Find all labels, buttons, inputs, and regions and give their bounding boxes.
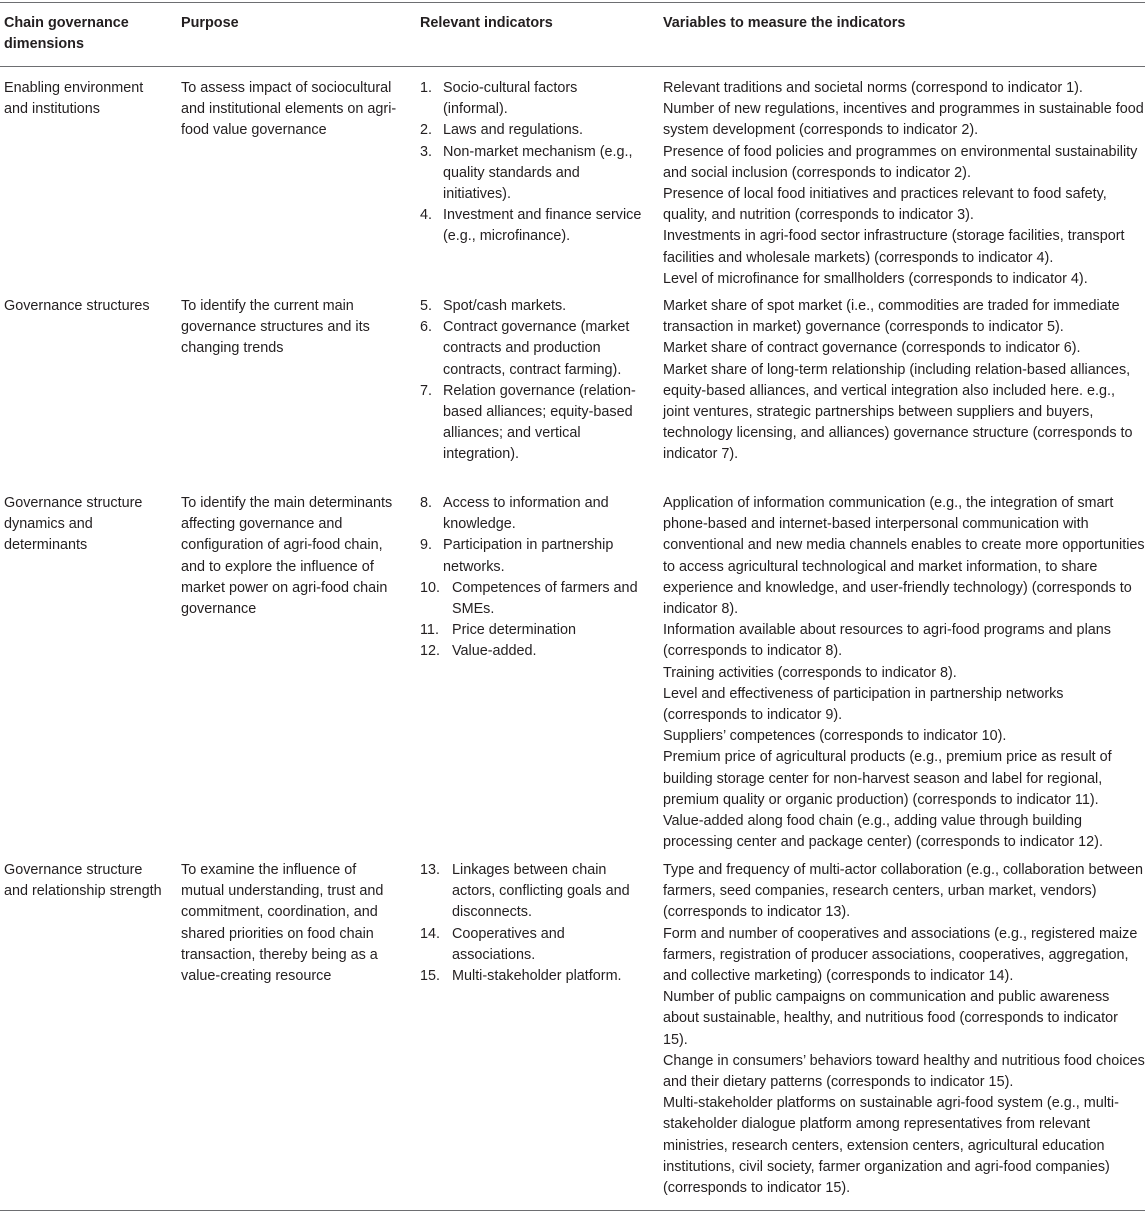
variables-cell xyxy=(663,78,1145,290)
header-indicators: Relevant indicators xyxy=(420,15,553,31)
indicator-text: Participation in partnership networks. xyxy=(443,537,614,575)
indicator-item xyxy=(420,578,645,620)
purpose-cell: To examine the influence of mutual understanding, trust and commitment, coordination, and shared priorities on food chain transaction, thereby being as a value-creating resource xyxy=(181,862,384,985)
indicator-number: 3. xyxy=(420,143,433,160)
indicator-text: Access to information and knowledge. xyxy=(443,495,609,533)
indicator-number: 13. xyxy=(420,862,441,878)
indicator-item xyxy=(420,120,645,141)
variable-item: Investments in agri-food sector infrastructure (storage facilities, transport facilities and wholesale markets) (corresponds to indicator 4). xyxy=(663,228,1125,266)
indicator-text: Spot/cash markets. xyxy=(443,298,567,314)
indicator-text: Contract governance (market contracts and production contracts, contract farming). xyxy=(443,319,630,378)
variable-item: Type and frequency of multi-actor collaboration (e.g., collaboration between farmers, seed companies, research centers, urban market, vendors) (corresponds to indicator 13). xyxy=(663,862,1143,921)
indicator-text: Investment and finance service (e.g., microfinance). xyxy=(443,207,642,245)
indicator-item xyxy=(420,493,645,535)
purpose-cell: To identify the current main governance structures and its changing trends xyxy=(181,298,370,357)
dimension-cell: Governance structure and relationship strength xyxy=(4,862,162,900)
header-bottom-rule xyxy=(0,66,1145,67)
variable-item: Application of information communication (e.g., the integration of smart phone-based and internet-based interpersonal communication with conventional and new media channels enables to create more opportunities to access agricultural technological and market information, to share experience and knowledge, and user-friendly technology) (corresponds to indicator 8). xyxy=(663,495,1145,618)
variable-item: Information available about resources to agri-food programs and plans (corresponds to indicator 8). xyxy=(663,622,1111,660)
indicator-text: Value-added. xyxy=(452,643,537,660)
indicator-item xyxy=(420,966,645,987)
indicator-text: Cooperatives and associations. xyxy=(452,925,565,963)
indicator-number: 9. xyxy=(420,537,433,554)
variable-item: Relevant traditions and societal norms (correspond to indicator 1). xyxy=(663,80,1083,96)
indicator-item xyxy=(420,641,645,662)
indicator-item xyxy=(420,535,645,577)
variable-item: Presence of local food initiatives and practices relevant to food safety, quality, and nutrition (corresponds to indicator 3). xyxy=(663,186,1107,224)
indicator-number: 4. xyxy=(420,207,433,224)
indicator-item xyxy=(420,620,645,641)
indicators-cell xyxy=(420,296,645,466)
indicator-number: 14. xyxy=(420,925,441,942)
variables-cell xyxy=(663,860,1145,1199)
variable-item: Market share of spot market (i.e., commodities are traded for immediate transaction in market) governance (corresponds to indicator 5). xyxy=(663,298,1120,336)
variables-cell xyxy=(663,493,1145,853)
indicator-item xyxy=(420,381,645,466)
indicator-item xyxy=(420,205,645,247)
indicator-number: 10. xyxy=(420,579,441,596)
indicator-number: 6. xyxy=(420,319,433,336)
indicator-item xyxy=(420,78,645,120)
variable-item: Presence of food policies and programmes on environmental sustainability and social inclusion (corresponds to indicator 2). xyxy=(663,143,1138,181)
indicator-text: Socio-cultural factors (informal). xyxy=(443,80,578,118)
header-variables: Variables to measure the indicators xyxy=(663,15,906,31)
indicator-item xyxy=(420,317,645,381)
indicator-text: Competences of farmers and SMEs. xyxy=(452,579,638,618)
variable-item: Number of public campaigns on communication and public awareness about sustainable, healthy, and nutritious food (corresponds to indicator 15). xyxy=(663,989,1118,1048)
purpose-cell: To identify the main determinants affecting governance and configuration of agri-food chain, and to explore the influence of market power on agri-food chain governance xyxy=(181,495,393,618)
variable-item: Number of new regulations, incentives and programmes in sustainable food system development (corresponds to indicator 2). xyxy=(663,101,1144,139)
variable-item: Training activities (corresponds to indicator 8). xyxy=(663,664,957,681)
indicators-cell xyxy=(420,78,645,248)
variable-item: Level and effectiveness of participation in partnership networks (corresponds to indicator 9). xyxy=(663,685,1064,724)
variable-item: Level of microfinance for smallholders (corresponds to indicator 4). xyxy=(663,270,1088,287)
indicator-text: Relation governance (relation-based alliances; equity-based alliances; and vertical integration). xyxy=(443,382,636,463)
variable-item: Change in consumers’ behaviors toward healthy and nutritious food choices and their dietary patterns (corresponds to indicator 15). xyxy=(663,1052,1145,1091)
indicator-number: 8. xyxy=(420,495,433,511)
purpose-cell: To assess impact of sociocultural and institutional elements on agri-food value governance xyxy=(181,80,397,139)
variable-item: Value-added along food chain (e.g., adding value through building processing center and package center) (corresponds to indicator 12). xyxy=(663,813,1103,851)
table-bottom-rule xyxy=(0,1210,1145,1211)
indicator-number: 2. xyxy=(420,122,433,139)
indicator-number: 7. xyxy=(420,382,433,399)
indicator-number: 15. xyxy=(420,968,441,985)
table-top-rule xyxy=(0,2,1145,3)
indicator-item xyxy=(420,296,645,317)
indicator-text: Price determination xyxy=(452,622,576,639)
indicator-text: Non-market mechanism (e.g., quality standards and initiatives). xyxy=(443,143,633,203)
variables-cell xyxy=(663,296,1145,466)
dimension-cell: Governance structure dynamics and determinants xyxy=(4,495,143,554)
variable-item: Market share of contract governance (corresponds to indicator 6). xyxy=(663,340,1081,357)
variable-item: Market share of long-term relationship (including relation-based alliances, equity-based alliances, and vertical integration also included here. e.g., joint ventures, strategic partnerships between suppliers and buyers, technology licensing, and alliances) governance structure (corresponds to indicator 7). xyxy=(663,361,1133,463)
variable-item: Multi-stakeholder platforms on sustainable agri-food system (e.g., multi-stakeholder dialogue platform among representatives from relevant ministries, research centers, extension centers, agricultural education institutions, civil society, farmer organization and agri-food companies) (corresponds to indicator 15). xyxy=(663,1095,1119,1197)
indicator-number: 5. xyxy=(420,298,433,314)
indicator-item xyxy=(420,860,645,924)
variable-item: Premium price of agricultural products (e.g., premium price as result of building storage center for non-harvest season and label for regional, premium quality or organic production) (corresponds to indicator 11). xyxy=(663,749,1112,808)
indicator-number: 11. xyxy=(420,622,439,639)
indicator-item xyxy=(420,924,645,966)
indicator-text: Multi-stakeholder platform. xyxy=(452,968,622,985)
indicator-number: 1. xyxy=(420,80,433,96)
header-dimensions: Chain governance dimensions xyxy=(4,15,129,53)
indicator-item xyxy=(420,142,645,206)
indicator-text: Linkages between chain actors, conflicting goals and disconnects. xyxy=(452,862,630,921)
indicator-number: 12. xyxy=(420,643,441,660)
indicator-text: Laws and regulations. xyxy=(443,122,583,139)
dimension-cell: Enabling environment and institutions xyxy=(4,80,144,118)
header-purpose: Purpose xyxy=(181,15,239,31)
indicators-cell xyxy=(420,493,645,663)
variable-item: Form and number of cooperatives and associations (e.g., registered maize farmers, registration of producer associations, cooperatives, aggregation, and collective marketing) (corresponds to indicator 14). xyxy=(663,925,1138,985)
variable-item: Suppliers’ competences (corresponds to indicator 10). xyxy=(663,728,1007,745)
dimension-cell: Governance structures xyxy=(4,298,150,314)
indicators-cell xyxy=(420,860,645,987)
